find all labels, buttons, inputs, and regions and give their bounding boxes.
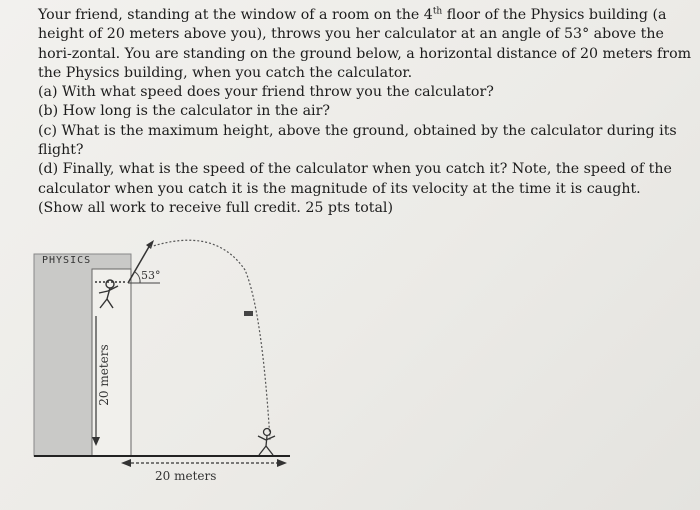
problem-intro: Your friend, standing at the window of a room on the 4th floor of the Physics building (a height of 20 meters above you), throws you her calculator at an angle of 53° above the hori-zontal. You are standing on the ground below, a horizontal distance of 20 meters from the Physics building, when you catch the calculator. [38,6,692,81]
distance-label: 20 meters [155,469,217,483]
building-label: PHYSICS [42,255,92,266]
angle-arc [135,272,140,283]
part-c-question: (c) What is the maximum height, above the ground, obtained by the calculator during its flight? [38,122,677,159]
height-label: 20 meters [97,344,111,406]
trajectory-path [150,240,270,440]
calculator-icon [244,311,253,316]
credit-note: (Show all work to receive full credit. 25 pts total) [38,199,393,216]
part-d-question: (d) Finally, what is the speed of the calculator when you catch it? Note, the speed of the calculator when you catch it is the magnitude of its velocity at the time it is caught. [38,161,672,197]
part-b-question: (b) How long is the calculator in the air? [38,103,330,120]
catcher-figure [258,429,275,456]
angle-label: 53° [141,269,161,282]
part-a-question: (a) With what speed does your friend throw you the calculator? [38,84,494,101]
distance-arrow [121,459,287,467]
